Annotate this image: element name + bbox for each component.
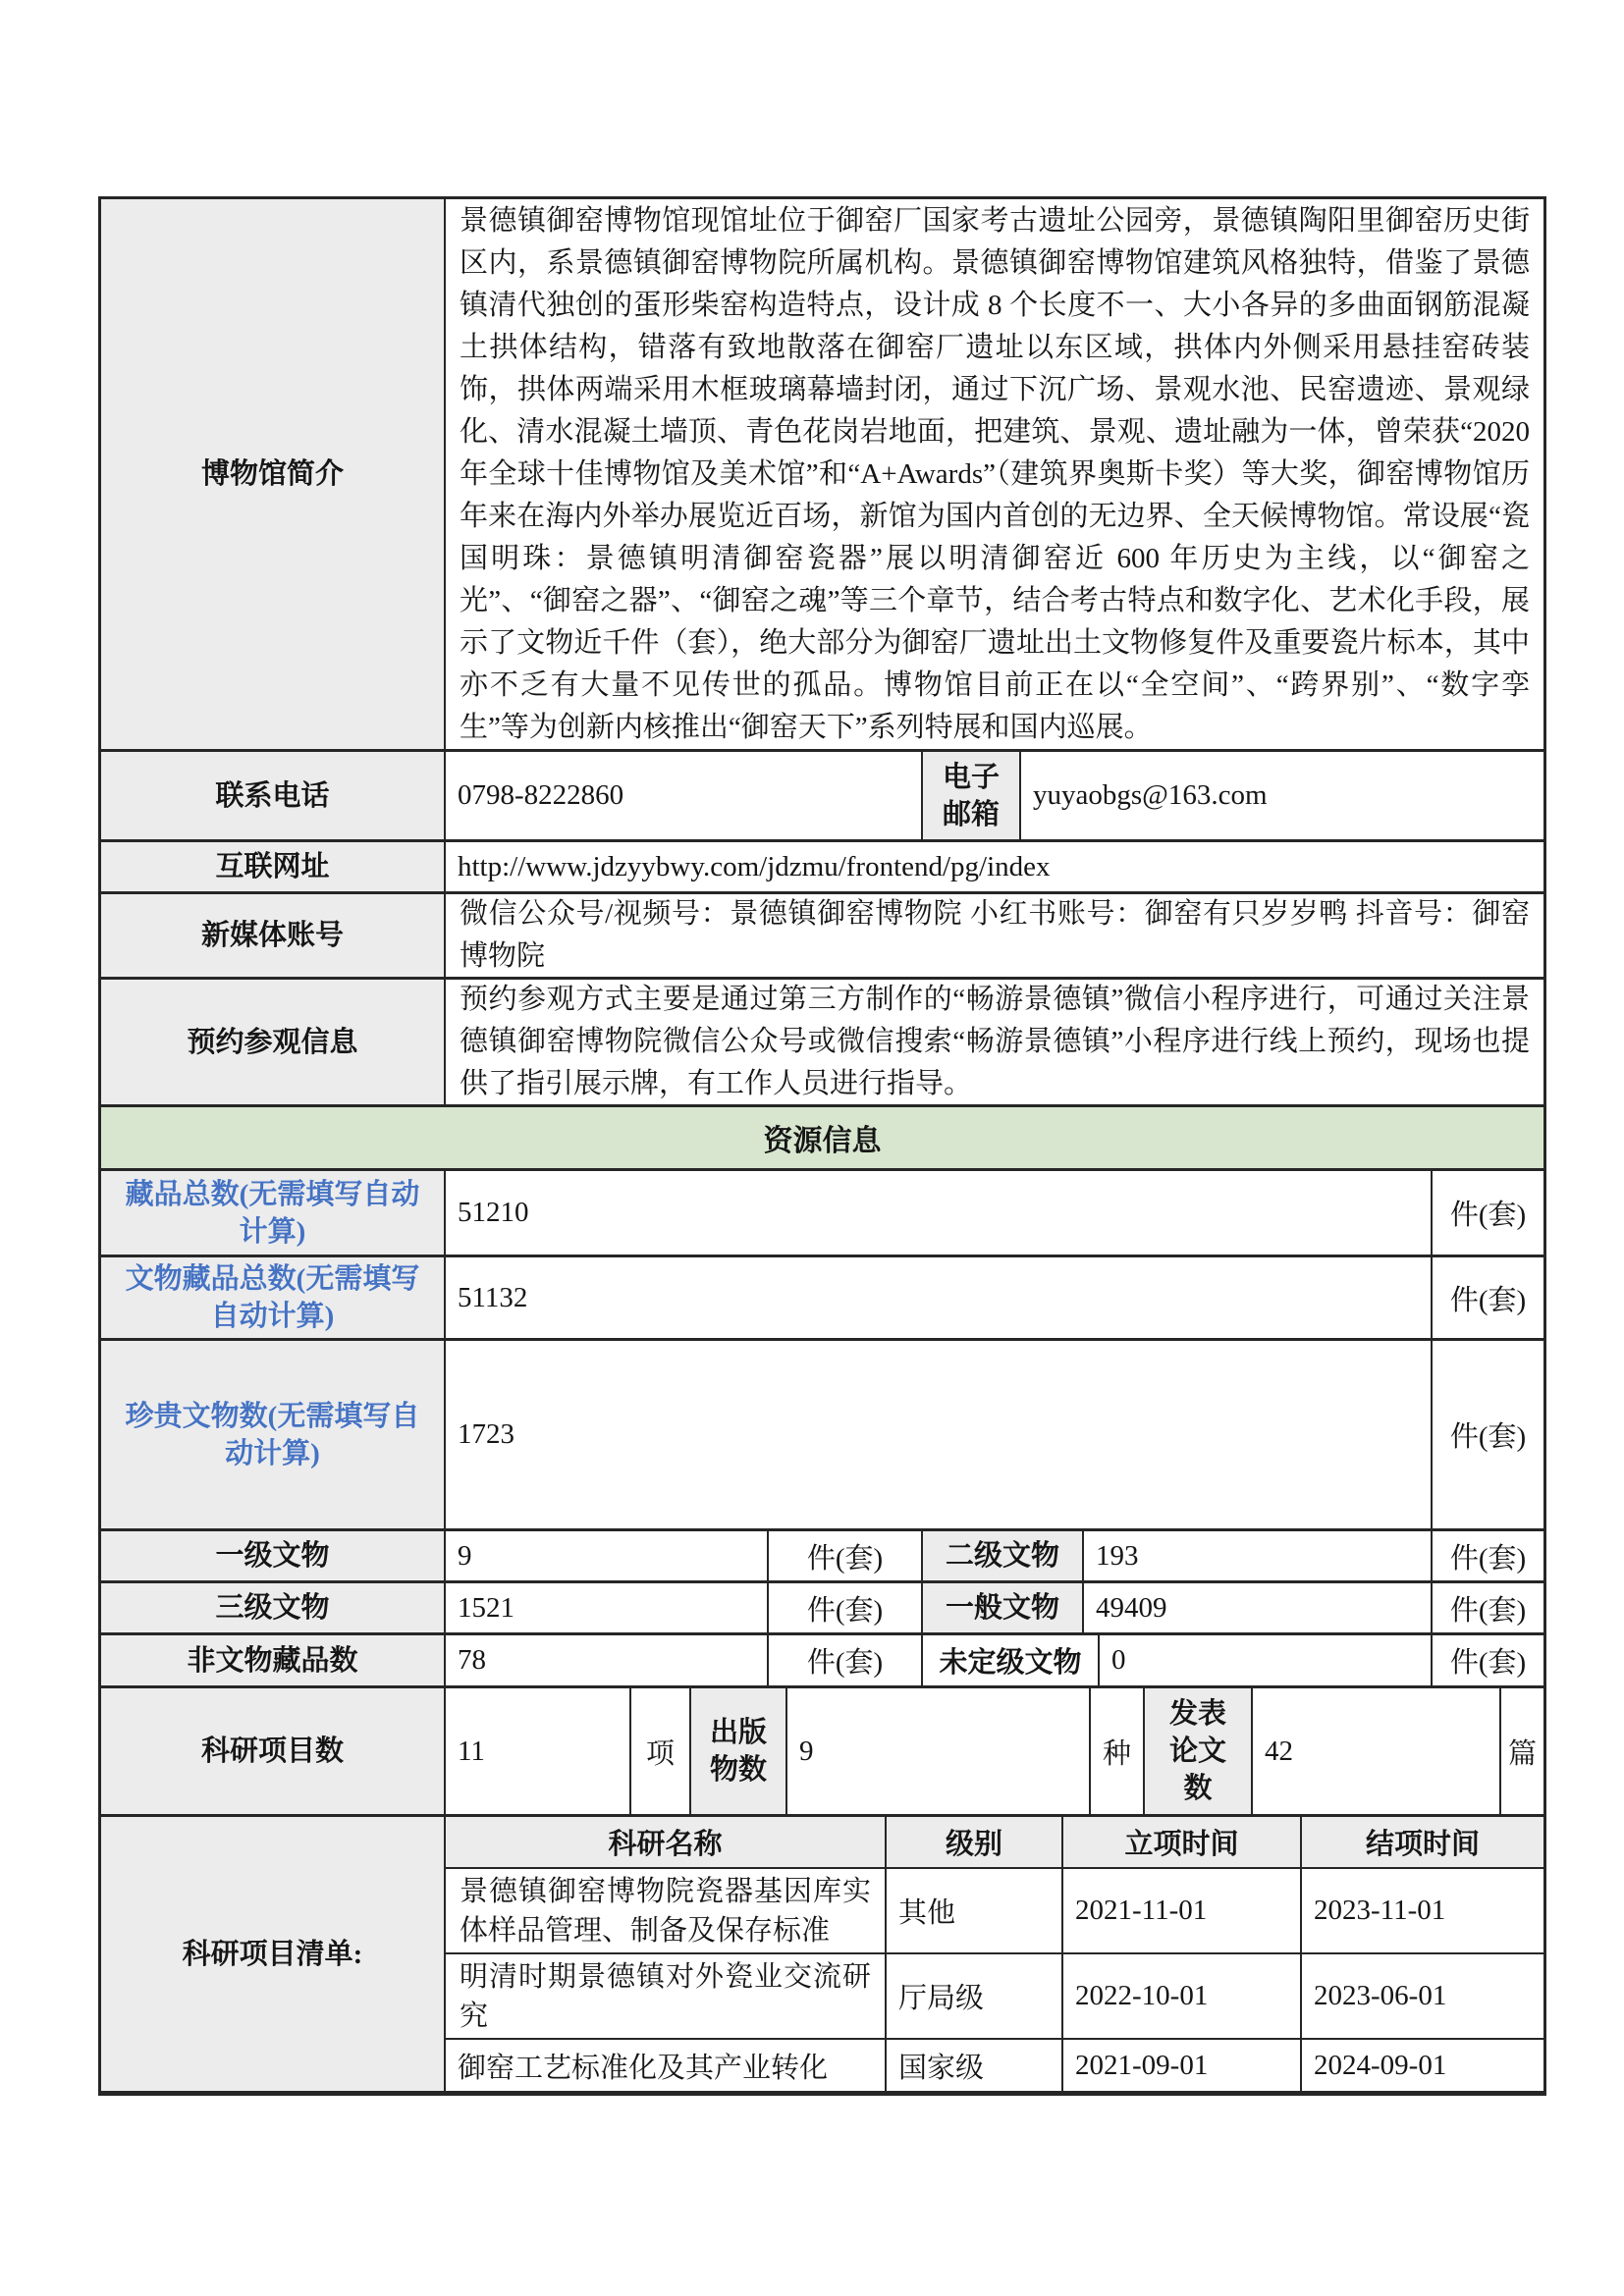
nonheritage-value-cell	[446, 1635, 769, 1685]
email-label-cell	[923, 752, 1021, 839]
research-end-header-cell	[1302, 1817, 1543, 1867]
project1-start-cell	[1063, 1869, 1302, 1952]
ungraded-unit-cell	[1433, 1635, 1543, 1685]
heritage-collections-value: 51132	[458, 1281, 528, 1313]
grade1-unit: 件(套)	[806, 1542, 884, 1575]
project1-level: 其他	[898, 1897, 956, 1929]
museum-intro-label-cell	[101, 199, 446, 749]
publications-unit: 种	[1102, 1737, 1131, 1770]
research-count-value-cell	[446, 1688, 631, 1814]
phone-label: 联系电话	[215, 779, 330, 812]
project1-end-cell	[1302, 1869, 1543, 1952]
project1-name-cell	[446, 1869, 887, 1952]
project3-name: 御窑工艺标准化及其产业转化	[458, 2052, 829, 2084]
project1-level-cell	[887, 1869, 1063, 1952]
project2-name-cell	[446, 1954, 887, 2038]
research-count-label: 科研项目数	[200, 1735, 344, 1767]
project2-start-date: 2022-10-01	[1075, 1980, 1209, 2011]
precious-heritage-value-cell	[446, 1341, 1433, 1528]
ungraded-unit: 件(套)	[1449, 1647, 1527, 1679]
grade1-value: 9	[458, 1539, 472, 1572]
research-name-header: 科研名称	[608, 1829, 723, 1860]
total-collections-value-cell	[446, 1171, 1433, 1255]
papers-unit: 篇	[1507, 1737, 1537, 1770]
research-list-label: 科研项目清单:	[182, 1938, 363, 1970]
nonheritage-label: 非文物藏品数	[187, 1644, 358, 1677]
ungraded-value: 0	[1111, 1644, 1126, 1676]
research-start-header: 立项时间	[1124, 1829, 1239, 1860]
general-heritage-label-cell	[923, 1583, 1084, 1632]
precious-heritage-value: 1723	[458, 1418, 514, 1450]
research-list-subtable	[446, 1817, 1543, 2091]
research-project-row	[446, 1954, 1543, 2040]
ungraded-value-cell	[1100, 1635, 1433, 1685]
social-label-cell	[101, 894, 446, 977]
publications-value: 9	[799, 1735, 814, 1767]
grade3-unit-cell	[769, 1583, 923, 1632]
phone-value-cell	[446, 752, 923, 839]
project2-name: 明清时期景德镇对外瓷业交流研究	[460, 1960, 871, 2032]
website-url: http://www.jdzyybwy.com/jdzmu/frontend/pg/index	[458, 850, 1051, 882]
project1-start-date: 2021-11-01	[1075, 1895, 1208, 1926]
row-nonheritage-ungraded	[101, 1635, 1543, 1688]
website-value-cell	[446, 842, 1543, 891]
grade3-label: 三级文物	[215, 1592, 330, 1624]
grade1-unit-cell	[769, 1531, 923, 1580]
research-count-value: 11	[458, 1735, 485, 1767]
heritage-collections-unit: 件(套)	[1449, 1284, 1527, 1316]
museum-intro-text: 景德镇御窑博物馆现馆址位于御窑厂国家考古遗址公园旁，景德镇陶阳里御窑历史街区内，系景德镇御窑博物院所属机构。景德镇御窑博物馆建筑风格独特，借鉴了景德镇清代独创的蛋形柴窑构造特点，设计成 8 个长度不一、大小各异的多曲面钢筋混凝土拱体结构，错落有致地散落在御窑厂遗址以东区域，拱体内外侧采用悬挂窑砖装饰，拱体两端采用木框玻璃幕墙封闭，通过下沉广场、景观水池、民窑遗迹、景观绿化、清水混凝土墙顶、青色花岗岩地面，把建筑、景观、遗址融为一体，曾荣获“2020 年全球十佳博物馆及美术馆”和“A+Awards”（建筑界奥斯卡奖）等大奖，御窑博物馆历年来在海内外举办展览近百场，新馆为国内首创的无边界、全天候博物馆。常设展“瓷国明珠：景德镇明清御窑瓷器”展以明清御窑近 600 年历史为主线，以“御窑之光”、“御窑之器”、“御窑之魂”等三个章节，结合考古特点和数字化、艺术化手段，展示了文物近千件（套），绝大部分为御窑厂遗址出土文物修复件及重要瓷片标本，其中亦不乏有大量不见传世的孤品。博物馆目前正在以“全空间”、“跨界别”、“数字孪生”等为创新内核推出“御窑天下”系列特展和国内巡展。	[460, 204, 1530, 743]
grade3-label-cell	[101, 1583, 446, 1632]
resource-section-header-cell	[101, 1107, 1543, 1168]
heritage-collections-value-cell	[446, 1257, 1433, 1338]
research-level-header: 级别	[945, 1829, 1002, 1860]
research-end-header: 结项时间	[1365, 1829, 1480, 1860]
publications-unit-cell	[1091, 1688, 1145, 1814]
research-start-header-cell	[1063, 1817, 1302, 1867]
row-total-collections	[101, 1171, 1543, 1257]
research-level-header-cell	[887, 1817, 1063, 1867]
publications-value-cell	[787, 1688, 1091, 1814]
ungraded-label: 未定级文物	[939, 1647, 1082, 1679]
project2-end-date: 2023-06-01	[1314, 1980, 1447, 2011]
research-list-header-row	[446, 1817, 1543, 1869]
research-count-unit-cell	[631, 1688, 691, 1814]
nonheritage-label-cell	[101, 1635, 446, 1685]
precious-heritage-label-cell	[101, 1341, 446, 1528]
project2-level-cell	[887, 1954, 1063, 2038]
grade1-label-cell	[101, 1531, 446, 1580]
row-contact	[101, 752, 1543, 842]
grade2-unit: 件(套)	[1449, 1542, 1527, 1575]
general-heritage-unit: 件(套)	[1449, 1594, 1527, 1627]
publications-label: 出版物数	[709, 1717, 767, 1786]
project3-start-date: 2021-09-01	[1075, 2049, 1209, 2081]
row-resource-header	[101, 1107, 1543, 1171]
publications-label-cell	[691, 1688, 787, 1814]
social-value-cell	[446, 894, 1543, 977]
total-collections-unit: 件(套)	[1449, 1200, 1527, 1231]
phone-value: 0798-8222860	[458, 779, 624, 811]
grade2-label-cell	[923, 1531, 1084, 1580]
heritage-collections-unit-cell	[1433, 1257, 1543, 1338]
booking-label-cell	[101, 980, 446, 1104]
project3-start-cell	[1063, 2040, 1302, 2091]
row-social-media	[101, 894, 1543, 980]
papers-value: 42	[1265, 1735, 1293, 1767]
papers-label: 发表论文数	[1168, 1698, 1226, 1804]
papers-value-cell	[1253, 1688, 1501, 1814]
total-collections-label-cell	[101, 1171, 446, 1255]
website-label-cell	[101, 842, 446, 891]
precious-heritage-label: 珍贵文物数(无需填写自动计算)	[125, 1400, 420, 1469]
booking-label: 预约参观信息	[187, 1026, 358, 1058]
email-value-cell	[1021, 752, 1543, 839]
museum-intro-text-cell	[446, 199, 1543, 749]
general-heritage-value-cell	[1084, 1583, 1433, 1632]
project3-level: 国家级	[898, 2052, 985, 2084]
museum-info-table	[98, 196, 1546, 2096]
website-label: 互联网址	[215, 851, 330, 882]
row-museum-intro	[101, 199, 1543, 752]
grade3-unit: 件(套)	[806, 1594, 884, 1627]
general-heritage-value: 49409	[1096, 1591, 1167, 1624]
grade2-label: 二级文物	[945, 1540, 1059, 1572]
grade2-value: 193	[1096, 1539, 1139, 1572]
research-list-label-cell	[101, 1817, 446, 2091]
email-value: yuyaobgs@163.com	[1033, 779, 1268, 811]
precious-heritage-unit-cell	[1433, 1341, 1543, 1528]
project2-end-cell	[1302, 1954, 1543, 2038]
museum-intro-label: 博物馆简介	[200, 458, 344, 490]
project3-name-cell	[446, 2040, 887, 2091]
booking-text-cell	[446, 980, 1543, 1104]
nonheritage-unit-cell	[769, 1635, 923, 1685]
booking-text: 预约参观方式主要是通过第三方制作的“畅游景德镇”微信小程序进行，可通过关注景德镇御窑博物院微信公众号或微信搜索“畅游景德镇”小程序进行线上预约，现场也提供了指引展示牌，有工作人员进行指导。	[460, 984, 1530, 1099]
total-collections-label: 藏品总数(无需填写自动计算)	[125, 1178, 420, 1248]
project3-end-cell	[1302, 2040, 1543, 2091]
papers-label-cell	[1145, 1688, 1253, 1814]
grade1-value-cell	[446, 1531, 769, 1580]
ungraded-label-cell	[923, 1635, 1100, 1685]
grade3-value: 1521	[458, 1591, 514, 1624]
row-research-list	[101, 1817, 1543, 2091]
project1-end-date: 2023-11-01	[1314, 1895, 1446, 1926]
resource-section-header: 资源信息	[763, 1125, 882, 1157]
row-precious-heritage	[101, 1341, 1543, 1531]
general-heritage-unit-cell	[1433, 1583, 1543, 1632]
research-count-unit: 项	[645, 1737, 675, 1770]
row-research-counts	[101, 1688, 1543, 1817]
project2-level: 厅局级	[898, 1983, 985, 2014]
grade2-unit-cell	[1433, 1531, 1543, 1580]
nonheritage-unit: 件(套)	[806, 1647, 884, 1679]
social-label: 新媒体账号	[200, 920, 344, 951]
project2-start-cell	[1063, 1954, 1302, 2038]
grade2-value-cell	[1084, 1531, 1433, 1580]
precious-heritage-unit: 件(套)	[1449, 1421, 1527, 1453]
project1-name: 景德镇御窑博物院瓷器基因库实体样品管理、制备及保存标准	[460, 1875, 871, 1947]
research-name-header-cell	[446, 1817, 887, 1867]
email-label: 电子邮箱	[942, 761, 1000, 830]
row-grade3-general	[101, 1583, 1543, 1635]
project3-level-cell	[887, 2040, 1063, 2091]
social-accounts-text: 微信公众号/视频号：景德镇御窑博物院 小红书账号：御窑有只岁岁鸭 抖音号：御窑博物院	[460, 898, 1530, 972]
row-heritage-collections	[101, 1257, 1543, 1341]
papers-unit-cell	[1501, 1688, 1543, 1814]
grade1-label: 一级文物	[215, 1540, 330, 1572]
grade3-value-cell	[446, 1583, 769, 1632]
research-project-row	[446, 1869, 1543, 1954]
row-booking-info	[101, 980, 1543, 1107]
total-collections-value: 51210	[458, 1197, 529, 1228]
total-collections-unit-cell	[1433, 1171, 1543, 1255]
general-heritage-label: 一般文物	[945, 1592, 1059, 1624]
heritage-collections-label-cell	[101, 1257, 446, 1338]
research-count-label-cell	[101, 1688, 446, 1814]
row-grade1-grade2	[101, 1531, 1543, 1583]
nonheritage-value: 78	[458, 1644, 486, 1676]
project3-end-date: 2024-09-01	[1314, 2049, 1447, 2081]
phone-label-cell	[101, 752, 446, 839]
research-project-row	[446, 2040, 1543, 2091]
heritage-collections-label: 文物藏品总数(无需填写自动计算)	[125, 1263, 420, 1332]
row-website	[101, 842, 1543, 894]
